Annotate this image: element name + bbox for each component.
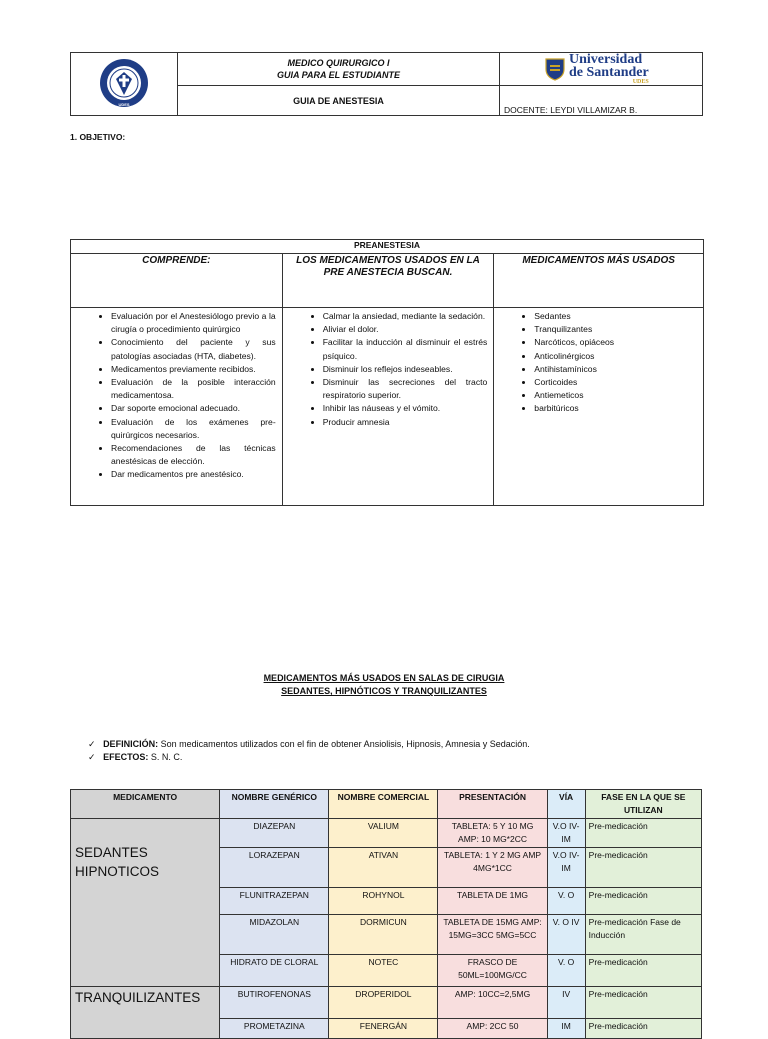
cell-presentation: TABLETA: 5 Y 10 MG AMP: 10 MG*2CC	[438, 819, 547, 848]
list-item: • Inhibir las náuseas y el vómito.	[323, 402, 488, 415]
instructor-name: DOCENTE: LEYDI VILLAMIZAR B.	[500, 86, 703, 116]
effects-label: EFECTOS:	[103, 752, 149, 762]
header-medicamento: MEDICAMENTO	[71, 790, 220, 819]
list-item: • Disminuir las secreciones del tracto respiratorio superior.	[323, 376, 488, 402]
preanesthesia-table	[70, 239, 704, 506]
cell-commercial: VALIUM	[329, 819, 438, 848]
table-header-row	[71, 790, 702, 819]
header-generico: NOMBRE GENÉRICO	[220, 790, 329, 819]
cell-commercial: FENERGÁN	[329, 1019, 438, 1039]
cell-presentation: AMP: 2CC 50	[438, 1019, 547, 1039]
cell-phase: Pre-medicación	[585, 819, 701, 848]
cell-route: V. O IV	[547, 915, 585, 955]
list-item: • Dar medicamentos pre anestésico.	[111, 468, 276, 481]
effects-line	[88, 752, 182, 763]
header-fase: FASE EN LA QUE SE UTILIZAN	[585, 790, 701, 819]
cell-route: V. O	[547, 955, 585, 987]
cell-presentation: AMP: 10CC=2,5MG	[438, 987, 547, 1019]
cell-generic: BUTIROFENONAS	[220, 987, 329, 1019]
guide-type: GUIA PARA EL ESTUDIANTE	[276, 70, 400, 80]
university-name-line1: Universidad	[569, 52, 643, 67]
cell-generic: FLUNITRAZEPAN	[220, 888, 329, 915]
list-item: • Disminuir los reflejos indeseables.	[323, 363, 488, 376]
header-presentacion: PRESENTACIÓN	[438, 790, 547, 819]
definition-text: Son medicamentos utilizados con el fin de obtener Ansiolisis, Hipnosis, Amnesia y Sedación.	[158, 739, 530, 749]
definition-line	[88, 739, 530, 750]
list-item: • Corticoides	[534, 376, 697, 389]
course-name: MEDICO QUIRURGICO I	[287, 58, 390, 68]
cell-route: V. O	[547, 888, 585, 915]
cell-phase: Pre-medicación	[585, 987, 701, 1019]
list-item: • Medicamentos previamente recibidos.	[111, 363, 276, 376]
column-header-buscan: LOS MEDICAMENTOS USADOS EN LA PRE ANESTECIA BUSCAN.	[282, 254, 494, 308]
cell-phase: Pre-medicación	[585, 888, 701, 915]
cell-presentation: TABLETA DE 1MG	[438, 888, 547, 915]
list-item: • Conocimiento del paciente y sus patologías asociadas (HTA, diabetes).	[111, 336, 276, 362]
cell-route: V.O IV-IM	[547, 848, 585, 888]
list-item: • Recomendaciones de las técnicas anestésicas de elección.	[111, 442, 276, 468]
list-item: • Narcóticos, opiáceos	[534, 336, 697, 349]
list-item: • barbitúricos	[534, 402, 697, 415]
university-short: UDES	[632, 79, 649, 85]
cell-presentation: FRASCO DE 50ML=100MG/CC	[438, 955, 547, 987]
cell-generic: HIDRATO DE CLORAL	[220, 955, 329, 987]
column-header-medicamentos: MEDICAMENTOS MÁS USADOS	[494, 254, 704, 308]
university-crest-icon	[544, 57, 566, 81]
cell-route: V.O IV-IM	[547, 819, 585, 848]
list-item: • Calmar la ansiedad, mediante la sedación.	[323, 310, 488, 323]
cell-generic: MIDAZOLAN	[220, 915, 329, 955]
cell-generic: DIAZEPAN	[220, 819, 329, 848]
column-header-comprende: COMPRENDE:	[71, 254, 283, 308]
header-comercial: NOMBRE COMERCIAL	[329, 790, 438, 819]
header-via: VÍA	[547, 790, 585, 819]
cell-route: IV	[547, 987, 585, 1019]
list-item: • Antihistamínicos	[534, 363, 697, 376]
section-title-salas: MEDICAMENTOS MÁS USADOS EN SALAS DE CIRUGIA	[263, 673, 505, 683]
list-item: • Evaluación de la posible interacción medicamentosa.	[111, 376, 276, 402]
university-logo	[500, 53, 702, 85]
category-tranquilizantes: TRANQUILIZANTES	[71, 987, 220, 1039]
comprende-list	[71, 310, 276, 482]
cell-phase: Pre-medicación	[585, 955, 701, 987]
university-name-line2: de Santander	[569, 65, 649, 80]
medicamentos-list	[494, 310, 697, 416]
objective-heading: 1. OBJETIVO:	[70, 132, 126, 142]
check-icon: ✓	[88, 739, 96, 749]
cell-commercial: DORMICUN	[329, 915, 438, 955]
section-subtitle-sedantes: SEDANTES, HIPNÓTICOS Y TRANQUILIZANTES	[281, 686, 487, 696]
cell-route: IM	[547, 1019, 585, 1039]
cell-phase: Pre-medicación	[585, 1019, 701, 1039]
effects-text: S. N. C.	[148, 752, 183, 762]
list-item: • Producir amnesia	[323, 416, 488, 429]
list-item: • Evaluación por el Anestesiólogo previo a la cirugía o procedimiento quirúrgico	[111, 310, 276, 336]
list-item: • Antiemeticos	[534, 389, 697, 402]
medicamentos-list-cell	[494, 308, 704, 506]
definition-label: DEFINICIÓN:	[103, 739, 159, 749]
preanesthesia-title: PREANESTESIA	[71, 240, 704, 254]
guide-title: GUIA DE ANESTESIA	[178, 86, 500, 116]
cell-presentation: TABLETA: 1 Y 2 MG AMP 4MG*1CC	[438, 848, 547, 888]
list-item: • Dar soporte emocional adecuado.	[111, 402, 276, 415]
document-header	[70, 52, 703, 116]
cell-phase: Pre-medicación Fase de Inducción	[585, 915, 701, 955]
list-item: • Anticolinérgicos	[534, 350, 697, 363]
buscan-list	[283, 310, 488, 429]
svg-text:UDES: UDES	[118, 102, 130, 107]
list-item: • Aliviar el dolor.	[323, 323, 488, 336]
cell-commercial: DROPERIDOL	[329, 987, 438, 1019]
category-sedantes: SEDANTES HIPNOTICOS	[71, 819, 220, 987]
comprende-list-cell	[71, 308, 283, 506]
cell-commercial: ROHYNOL	[329, 888, 438, 915]
cell-commercial: NOTEC	[329, 955, 438, 987]
list-item: • Sedantes	[534, 310, 697, 323]
cell-generic: LORAZEPAN	[220, 848, 329, 888]
nursing-seal-cell	[71, 53, 178, 116]
table-row	[71, 987, 702, 1019]
university-logo-cell	[500, 53, 703, 86]
course-title-cell	[178, 53, 500, 86]
buscan-list-cell	[282, 308, 494, 506]
table-row	[71, 819, 702, 848]
nursing-program-seal-icon	[96, 57, 152, 109]
cell-phase: Pre-medicación	[585, 848, 701, 888]
list-item: • Tranquilizantes	[534, 323, 697, 336]
check-icon: ✓	[88, 752, 96, 762]
list-item: • Facilitar la inducción al disminuir el estrés psíquico.	[323, 336, 488, 362]
list-item: • Evaluación de los exámenes pre-quirúrgicos necesarios.	[111, 416, 276, 442]
cell-commercial: ATIVAN	[329, 848, 438, 888]
cell-generic: PROMETAZINA	[220, 1019, 329, 1039]
medication-table	[70, 789, 702, 1039]
cell-presentation: TABLETA DE 15MG AMP: 15MG=3CC 5MG=5CC	[438, 915, 547, 955]
